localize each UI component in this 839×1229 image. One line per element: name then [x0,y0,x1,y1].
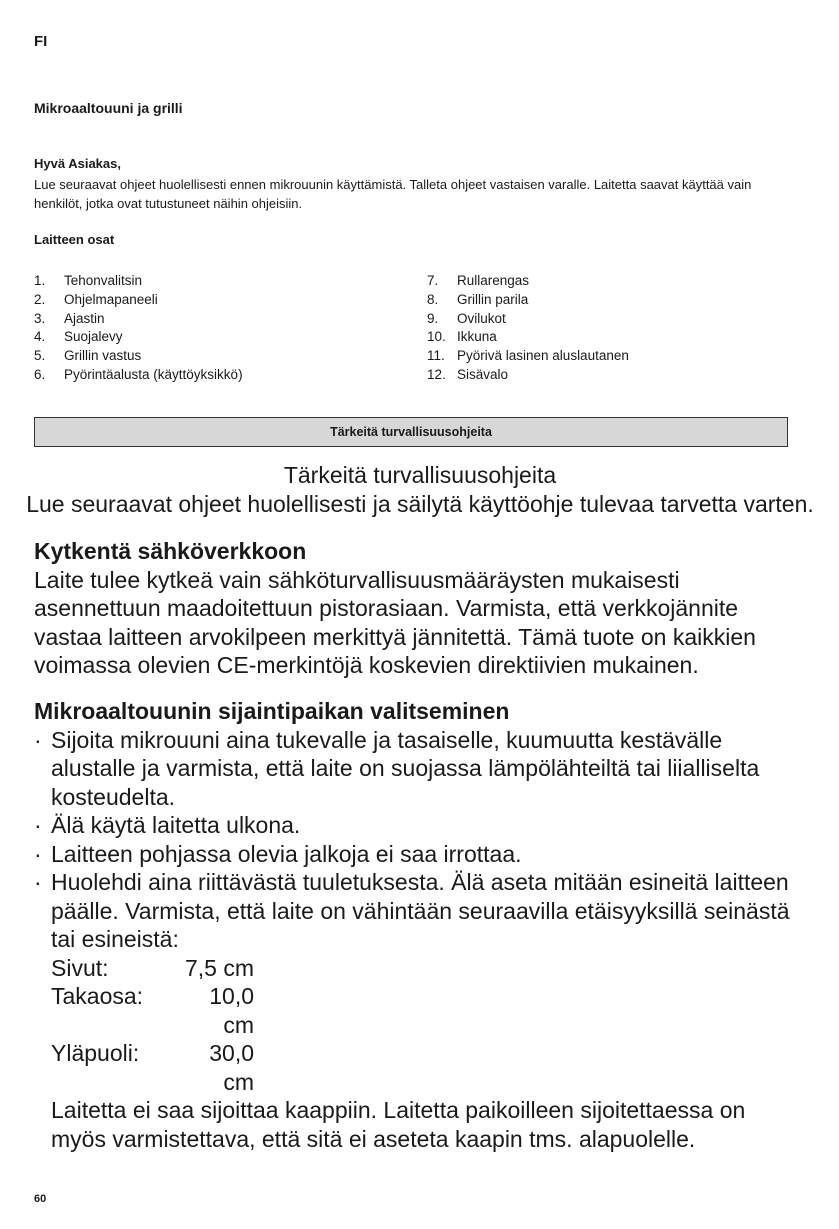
bullet-text: Sijoita mikrouuni aina tukevalle ja tasaiselle, kuumuutta kestävälle alustalle ja varmista, että laite on suojassa lämpölähteiltä tai liialliselta kosteudelta. [51,726,760,810]
bullet-icon: · [34,869,42,895]
part-label: Sisävalo [457,366,509,382]
connection-heading: Kytkentä sähköverkkoon [34,538,307,564]
distance-row [51,1039,804,1096]
safety-banner: Tärkeitä turvallisuusohjeita [34,417,788,447]
safety-intro [20,461,820,518]
part-label: Grillin parila [457,291,529,307]
bullet-text: Laitteen pohjassa olevia jalkoja ei saa irrottaa. [51,840,522,867]
distance-label: Takaosa: [51,983,144,1009]
part-number: 3. [34,310,46,326]
language-code: FI [34,33,48,50]
part-number: 1. [34,273,46,288]
part-number: 4. [34,329,46,345]
list-item [427,291,629,310]
greeting: Hyvä Asiakas, [34,156,121,171]
part-number: 2. [34,291,46,307]
list-item [427,347,629,366]
part-label: Pyörintäalusta (käyttöyksikkö) [64,366,243,382]
list-item [427,310,629,329]
list-item [34,310,243,329]
part-number: 11. [427,348,445,364]
document-title: Mikroaaltouuni ja grilli [34,100,183,116]
part-label: Ohjelmapaneeli [64,291,158,307]
list-item [34,272,243,291]
placement-bullets [34,726,804,1154]
part-number: 12. [427,366,446,382]
part-label: Ajastin [64,310,105,326]
part-number: 10. [427,329,446,345]
part-label: Pyörivä lasinen aluslautanen [457,348,629,364]
bullet-icon: · [34,726,42,753]
page-number: 60 [34,1193,47,1205]
part-number: 7. [427,273,439,288]
connection-section [34,537,804,680]
list-item [34,726,804,812]
list-item [427,272,629,291]
parts-column-right [427,272,629,385]
safety-subheading: Lue seuraavat ohjeet huolellisesti ja säilytä käyttöohje tulevaa tarvetta varten. [26,490,814,517]
list-item [34,347,243,366]
distance-value: 7,5 cm [184,954,254,981]
distance-row [51,982,804,1039]
part-label: Ikkuna [457,329,497,345]
distance-label: Yläpuoli: [51,1040,140,1066]
part-label: Tehonvalitsin [64,273,143,288]
placement-closing: Laitetta ei saa sijoittaa kaappiin. Laitetta paikoilleen sijoitettaessa on myös varmistettava, että sitä ei aseteta kaapin tms. alapuolelle. [51,1097,746,1152]
parts-column-left [34,272,243,385]
part-label: Grillin vastus [64,348,142,364]
distance-value: 10,0 cm [209,983,254,1038]
part-label: Rullarengas [457,273,530,288]
bullet-text: Älä käytä laitetta ulkona. [51,812,301,838]
part-label: Suojalevy [64,329,123,345]
bullet-icon: · [34,840,42,867]
list-item [34,291,243,310]
part-label: Ovilukot [457,310,506,326]
list-item [34,868,804,1153]
distance-row [51,954,804,983]
placement-section [34,697,804,1153]
distance-label: Sivut: [51,954,109,981]
part-number: 5. [34,348,46,364]
part-number: 8. [427,291,439,307]
connection-text: Laite tulee kytkeä vain sähköturvallisuusmääräysten mukaisesti asennettuun maadoitettuun pistorasiaan. Varmista, että verkkojännite vastaa laitteen arvokilpeen merkittyä jännitettä. Tämä tuote on kaikkien voimassa olevien CE-merkintöjä koskevien direktiivien mukainen. [34,566,756,678]
intro-paragraph: Lue seuraavat ohjeet huolellisesti ennen mikrouunin käyttämistä. Talleta ohjeet vastaisen varalle. Laitetta saavat käyttää vain henkilöt, jotka ovat tutustuneet näihin ohjeisiin. [34,177,752,211]
distance-value: 30,0 cm [209,1040,254,1095]
bullet-icon: · [34,812,42,838]
list-item [34,366,243,385]
list-item [34,840,804,869]
part-number: 9. [427,310,439,326]
safety-heading: Tärkeitä turvallisuusohjeita [283,462,557,488]
list-item [427,366,629,385]
placement-heading: Mikroaaltouunin sijaintipaikan valitseminen [34,698,510,724]
list-item [34,811,804,840]
list-item [427,328,629,347]
bullet-text: Huolehdi aina riittävästä tuuletuksesta. Älä aseta mitään esineitä laitteen päälle. Varmista, että laite on vähintään seuraavilla etäisyyksillä seinästä tai esineistä: [51,869,790,952]
list-item [34,328,243,347]
parts-heading: Laitteen osat [34,232,115,247]
part-number: 6. [34,366,46,382]
